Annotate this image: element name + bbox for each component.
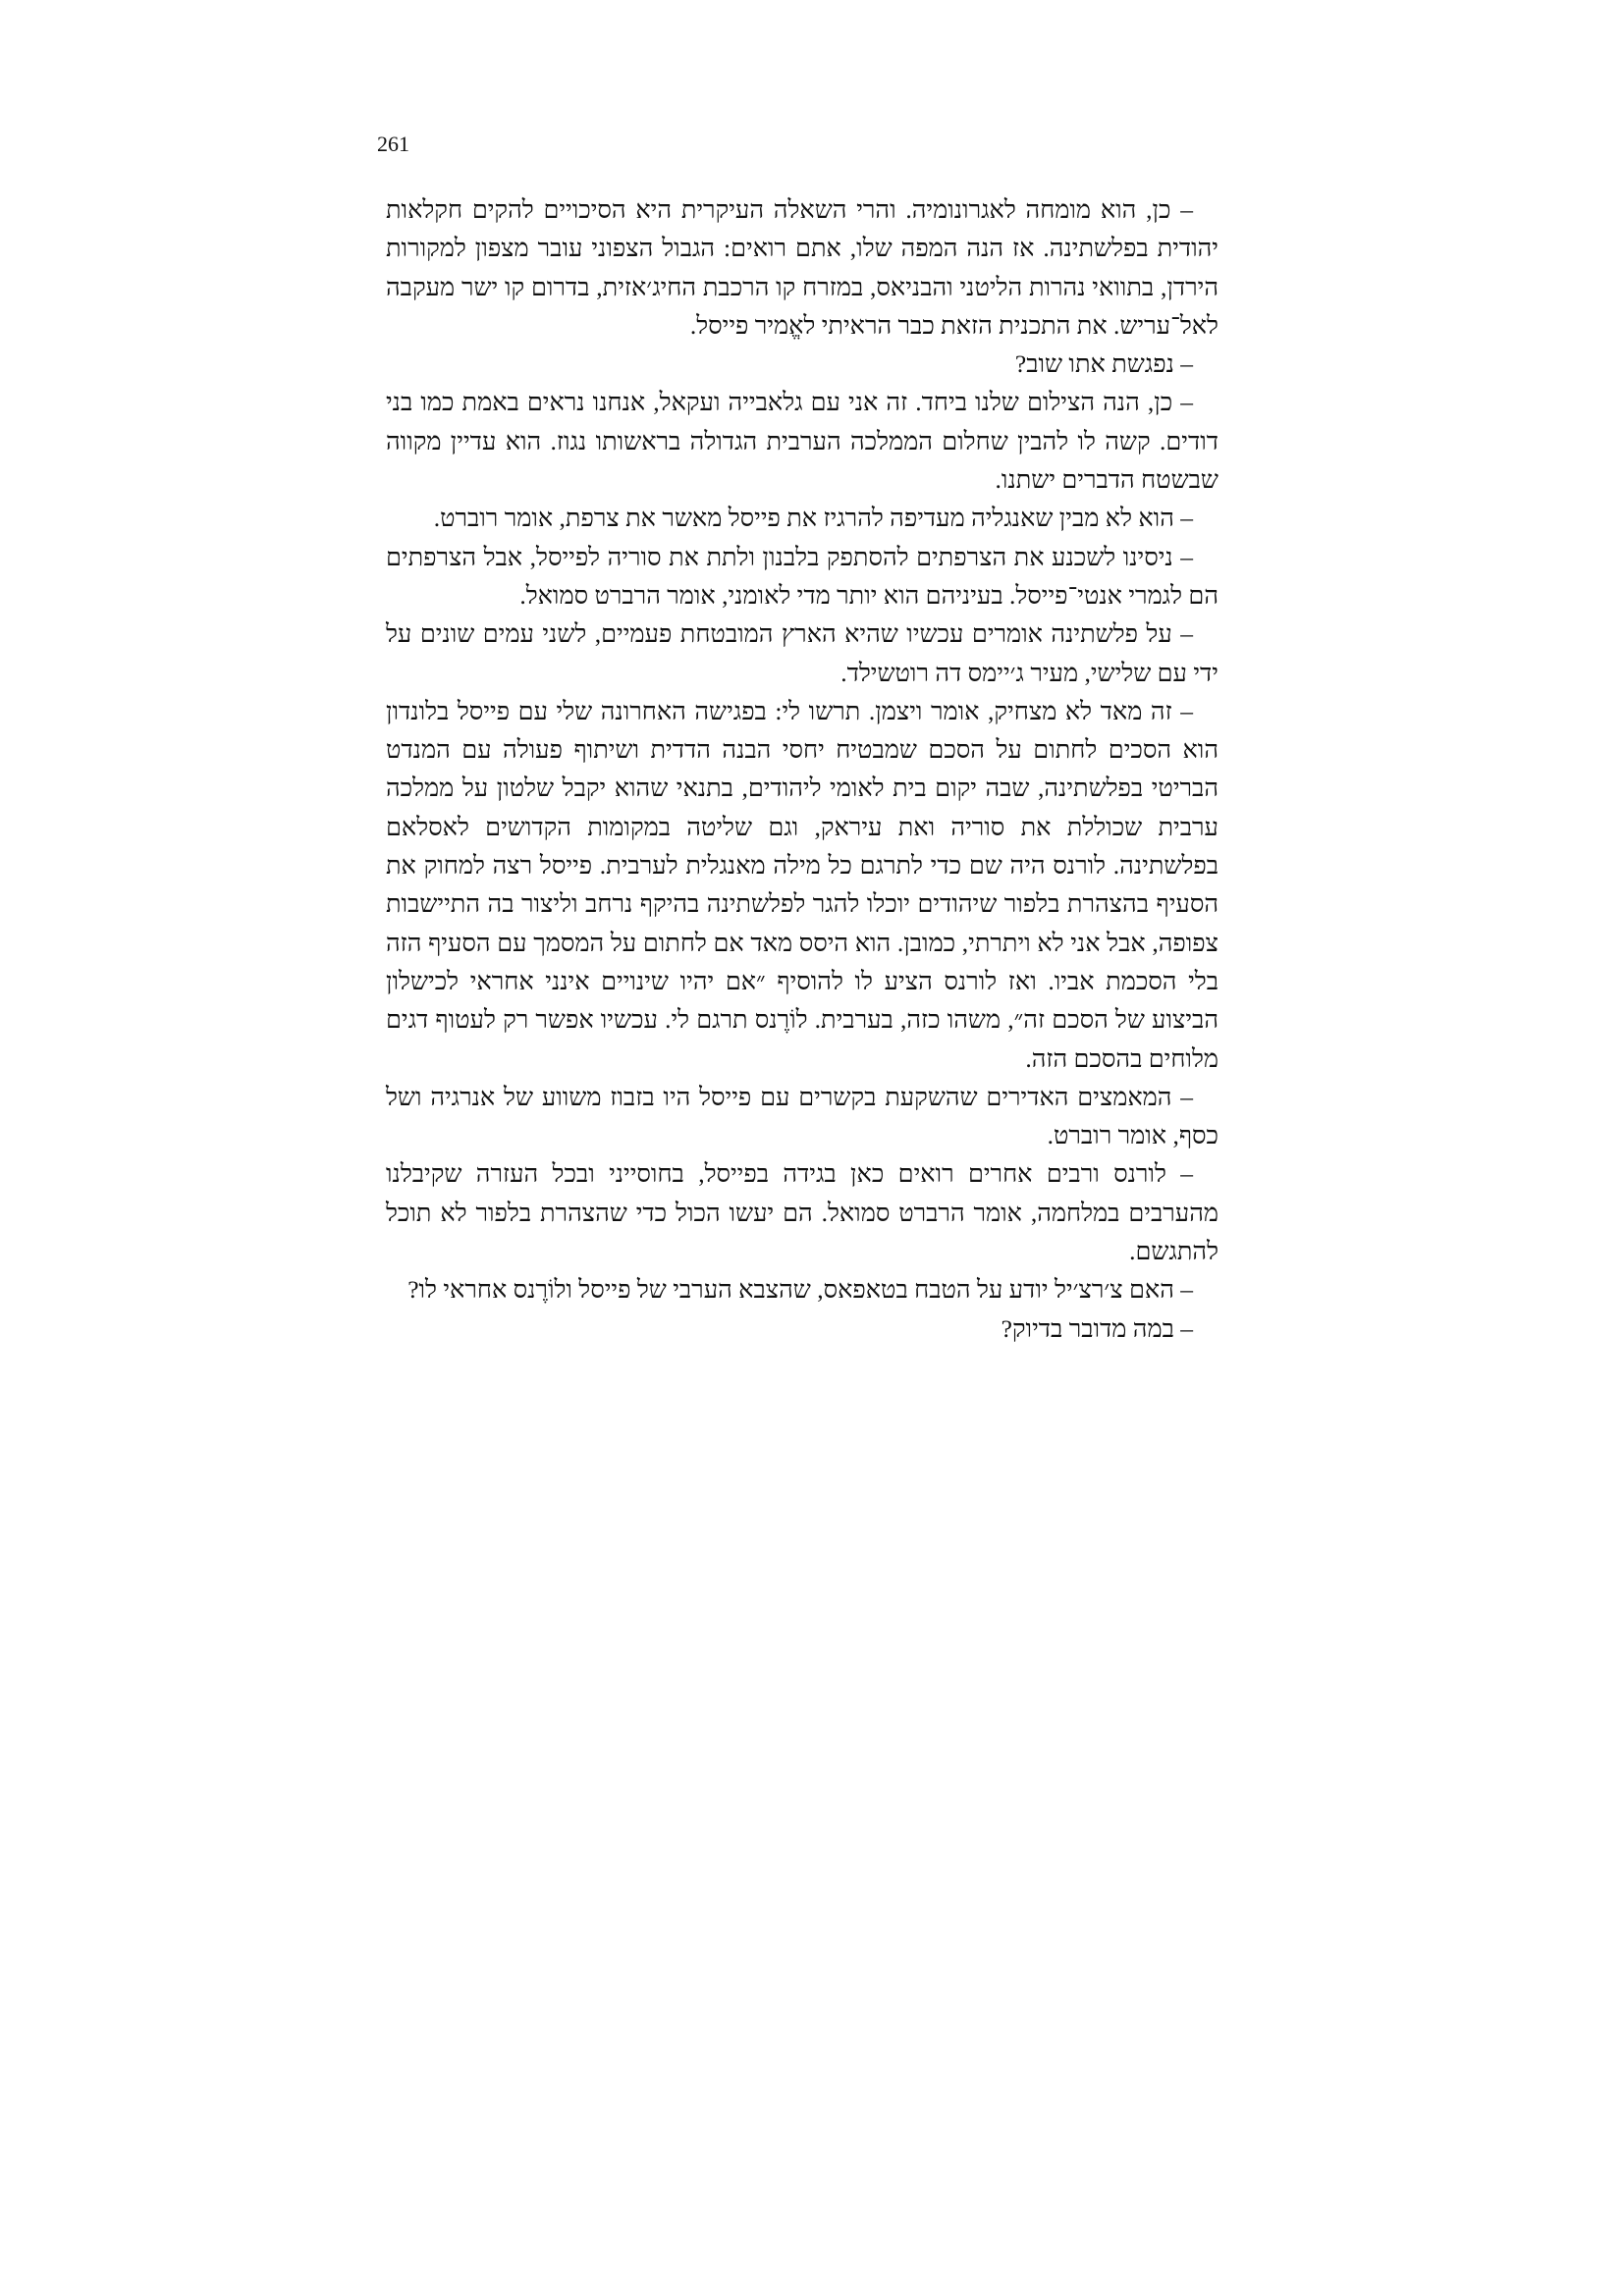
paragraph: – כן, הוא מומחה לאגרונומיה. והרי השאלה העיקרית היא הסיכויים להקים חקלאות יהודית בפלשתינה. אז הנה המפה שלו, אתם רואים: הגבול הצפוני עובר מצפון למקורות הירדן, בתוואי נהרות הליטני והבניאס, במזרח קו הרכבת החיג׳אזית, בדרום קו ישר מעקבה לאל־עריש. את התכנית הזאת כבר הראיתי לאֱמיר פייסל.: [386, 195, 1218, 340]
paragraph: – במה מדובר בדיוק?: [1001, 1313, 1193, 1343]
paragraph: – נפגשת אתו שוב?: [1014, 349, 1193, 379]
paragraph: – האם צ׳רצ׳יל יודע על הטבח בטאפאס, שהצבא הערבי של פייסל ולוֹרֶנס אחראי לו?: [407, 1275, 1193, 1305]
paragraph: – הוא לא מבין שאנגליה מעדיפה להרגיז את פייסל מאשר את צרפת, אומר רוברט.: [433, 504, 1193, 533]
page-number: 261: [377, 132, 409, 156]
paragraph: – זה מאד לא מצחיק, אומר ויצמן. תרשו לי: בפגישה האחרונה שלי עם פייסל בלונדון הוא הסכים לחתום על הסכם שמבטיח יחסי הבנה הדדית ושיתוף פעולה עם המנדט הבריטי בפלשתינה, שבה יקום בית לאומי ליהודים, בתנאי שהוא יקבל שלטון על ממלכה ערבית שכוללת את סוריה ואת עיראק, וגם שליטה במקומות הקדושים לאסלאם בפלשתינה. לורנס היה שם כדי לתרגם כל מילה מאנגלית לערבית. פייסל רצה למחוק את הסעיף בהצהרת בלפור שיהודים יוכלו להגר לפלשתינה בהיקף נרחב וליצור בה התיישבות צפופה, אבל אני לא ויתרתי, כמובן. הוא היסס מאד אם לחתום על המסמך עם הסעיף הזה בלי הסכמת אביו. ואז לורנס הציע לו להוסיף ״אם יהיו שינויים אינני אחראי לכישלון הביצוע של הסכם זה״, משהו כזה, בערבית. לוֹרֶנס תרגם לי. עכשיו אפשר רק לעטוף דגים מלוחים בהסכם הזה.: [386, 696, 1218, 1073]
paragraph: – על פלשתינה אומרים עכשיו שהיא הארץ המובטחת פעמיים, לשני עמים שונים על ידי עם שלישי, מעיר ג׳יימס דה רוטשילד.: [386, 619, 1218, 687]
paragraph: – כן, הנה הצילום שלנו ביחד. זה אני עם גלאבייה ועקאל, אנחנו נראים באמת כמו בני דודים. קשה לו להבין שחלום הממלכה הערבית הגדולה בראשותו נגוז. הוא עדיין מקווה שבשטח הדברים ישתנו.: [386, 388, 1218, 495]
paragraph: – לורנס ורבים אחרים רואים כאן בגידה בפייסל, בחוסייני ובכל העזרה שקיבלנו מהערבים במלחמה, אומר הרברט סמואל. הם יעשו הכול כדי שהצהרת בלפור לא תוכל להתגשם.: [386, 1159, 1218, 1266]
body-text: [386, 190, 1218, 1348]
paragraph: – המאמצים האדירים שהשקעת בקשרים עם פייסל היו בזבוז משווע של אנרגיה ושל כסף, אומר רוברט.: [386, 1082, 1218, 1150]
paragraph: – ניסינו לשכנע את הצרפתים להסתפק בלבנון ולתת את סוריה לפייסל, אבל הצרפתים הם לגמרי אנטי־פייסל. בעיניהם הוא יותר מדי לאומני, אומר הרברט סמואל.: [386, 542, 1218, 610]
